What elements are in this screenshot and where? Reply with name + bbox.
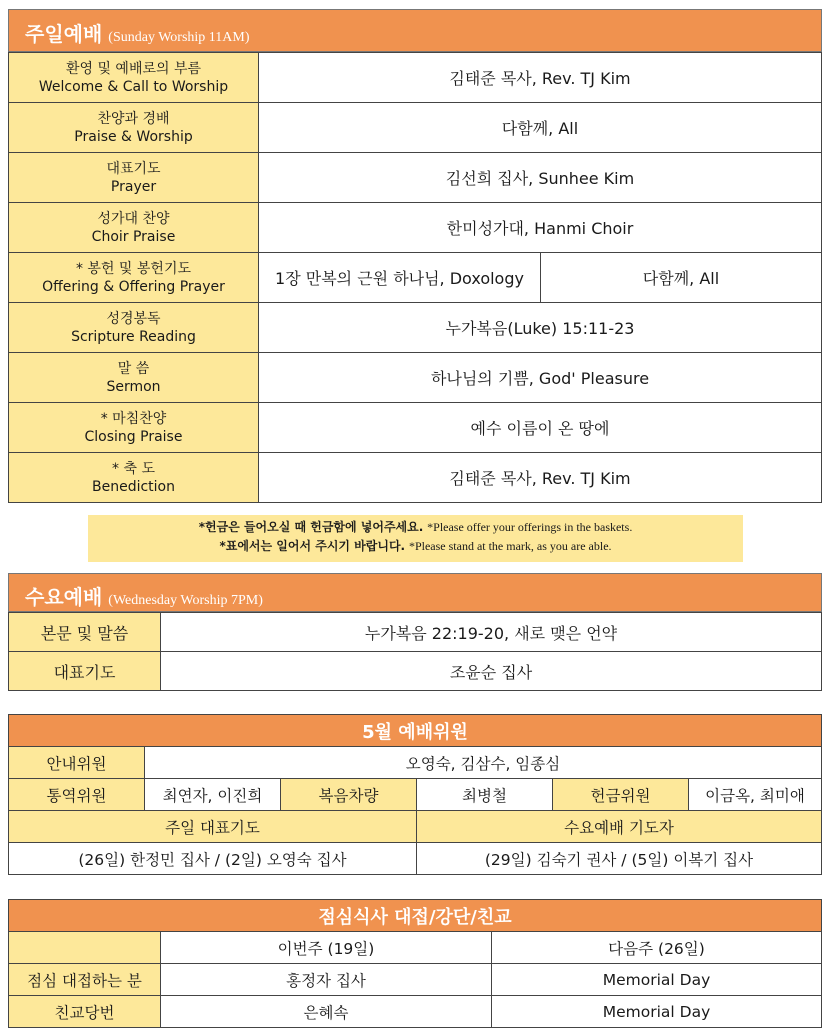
wed-scripture-label: 본문 및 말씀 — [9, 613, 161, 652]
wednesday-title: 수요예배 — [25, 585, 103, 609]
sunday-header — [8, 9, 822, 52]
sunday-row-label — [9, 103, 259, 153]
usher-label: 안내위원 — [9, 747, 145, 779]
sunday-row-label-kr: 성경봉독 — [106, 310, 161, 327]
sunday-row — [9, 203, 822, 253]
sunday-row-value: 1장 만복의 근원 하나님, Doxology — [259, 253, 541, 303]
wednesday-row — [9, 652, 822, 691]
sunday-row-label-kr: 대표기도 — [106, 160, 161, 177]
fellowship-duty-this: 은혜속 — [161, 996, 492, 1028]
sunday-row — [9, 353, 822, 403]
sunday-row-label-en: Scripture Reading — [71, 328, 196, 345]
sunday-row-label — [9, 153, 259, 203]
lunch-host-label: 점심 대접하는 분 — [9, 964, 161, 996]
lunch-host-this: 홍정자 집사 — [161, 964, 492, 996]
van-value: 최병철 — [417, 779, 553, 811]
sunday-row — [9, 303, 822, 353]
offering-notice — [88, 515, 743, 562]
wednesday-subtitle: (Wednesday Worship 7PM) — [108, 593, 263, 608]
sunday-title: 주일예배 — [25, 22, 103, 46]
sunday-row — [9, 103, 822, 153]
van-label: 복음차량 — [281, 779, 417, 811]
notice-line2-kr: *표에서는 일어서 주시기 바랍니다. — [219, 539, 406, 553]
lunch-corner-cell — [9, 932, 161, 964]
wed-prayer-leader-value: (29일) 김숙기 권사 / (5일) 이복기 집사 — [417, 843, 822, 875]
sunday-row-label-en: Praise & Worship — [74, 128, 193, 145]
lunch-title: 점심식사 대접/강단/친교 — [9, 900, 822, 932]
sunday-row — [9, 403, 822, 453]
sunday-row — [9, 453, 822, 503]
fellowship-duty-label: 친교당번 — [9, 996, 161, 1028]
sunday-table — [8, 52, 822, 503]
sunday-row-value: 김태준 목사, Rev. TJ Kim — [259, 53, 822, 103]
sunday-row-label — [9, 303, 259, 353]
sunday-row-value: 누가복음(Luke) 15:11-23 — [259, 303, 822, 353]
wed-scripture-value: 누가복음 22:19-20, 새로 맺은 언약 — [161, 613, 822, 652]
interpreter-label: 통역위원 — [9, 779, 145, 811]
sunday-row-value: 예수 이름이 온 땅에 — [259, 403, 822, 453]
sunday-row — [9, 153, 822, 203]
fellowship-duty-next: Memorial Day — [492, 996, 822, 1028]
sunday-row-label-kr: * 축 도 — [112, 460, 155, 477]
lunch-col-this-week: 이번주 (19일) — [161, 932, 492, 964]
interpreter-value: 최연자, 이진희 — [145, 779, 281, 811]
sunday-prayer-value: (26일) 한정민 집사 / (2일) 오영숙 집사 — [9, 843, 417, 875]
sunday-row-label-en: Offering & Offering Prayer — [42, 278, 225, 295]
wed-prayer-value: 조윤순 집사 — [161, 652, 822, 691]
usher-value: 오영숙, 김삼수, 임종심 — [145, 747, 822, 779]
sunday-row-label-kr: 성가대 찬양 — [97, 210, 170, 227]
sunday-row-label-en: Choir Praise — [91, 228, 176, 245]
committee-title: 5월 예배위원 — [9, 715, 822, 747]
wed-prayer-leader-label: 수요예배 기도자 — [417, 811, 822, 843]
lunch-col-next-week: 다음주 (26일) — [492, 932, 822, 964]
notice-line2-en: *Please stand at the mark, as you are able. — [408, 539, 612, 553]
notice-line1-en: *Please offer your offerings in the baskets. — [427, 520, 633, 534]
wednesday-row — [9, 613, 822, 652]
sunday-prayer-label: 주일 대표기도 — [9, 811, 417, 843]
sunday-row-label-kr: * 마침찬양 — [100, 410, 167, 427]
sunday-row-label-kr: 찬양과 경배 — [97, 110, 170, 127]
sunday-row-label — [9, 403, 259, 453]
notice-line1-kr: *헌금은 들어오실 때 헌금함에 넣어주세요. — [198, 520, 424, 534]
offering-committee-value: 이금옥, 최미애 — [689, 779, 822, 811]
sunday-subtitle: (Sunday Worship 11AM) — [108, 30, 250, 45]
sunday-row-label-kr: 환영 및 예배로의 부름 — [65, 60, 202, 77]
sunday-row-value-2: 다함께, All — [541, 253, 822, 303]
sunday-row-label — [9, 203, 259, 253]
sunday-row-value: 한미성가대, Hanmi Choir — [259, 203, 822, 253]
sunday-row-label-en: Benediction — [92, 478, 175, 495]
sunday-row-label-kr: 말 씀 — [117, 360, 150, 377]
sunday-row-value: 다함께, All — [259, 103, 822, 153]
lunch-table — [8, 899, 822, 1028]
sunday-row-label-en: Sermon — [106, 378, 161, 395]
sunday-row-label — [9, 353, 259, 403]
sunday-row-label-en: Prayer — [110, 178, 157, 195]
sunday-row-label-kr: * 봉헌 및 봉헌기도 — [75, 260, 192, 277]
committee-table — [8, 714, 822, 875]
sunday-row-value: 김태준 목사, Rev. TJ Kim — [259, 453, 822, 503]
sunday-row-label — [9, 53, 259, 103]
sunday-row-label-en: Welcome & Call to Worship — [38, 78, 229, 95]
sunday-row-label-en: Closing Praise — [84, 428, 183, 445]
wednesday-header — [8, 573, 822, 612]
sunday-row — [9, 253, 822, 303]
sunday-row-value: 하나님의 기쁨, God' Pleasure — [259, 353, 822, 403]
sunday-row — [9, 53, 822, 103]
wednesday-table — [8, 612, 822, 691]
sunday-row-value: 김선희 집사, Sunhee Kim — [259, 153, 822, 203]
wed-prayer-label: 대표기도 — [9, 652, 161, 691]
lunch-host-next: Memorial Day — [492, 964, 822, 996]
sunday-row-label — [9, 253, 259, 303]
sunday-row-label — [9, 453, 259, 503]
offering-committee-label: 헌금위원 — [553, 779, 689, 811]
